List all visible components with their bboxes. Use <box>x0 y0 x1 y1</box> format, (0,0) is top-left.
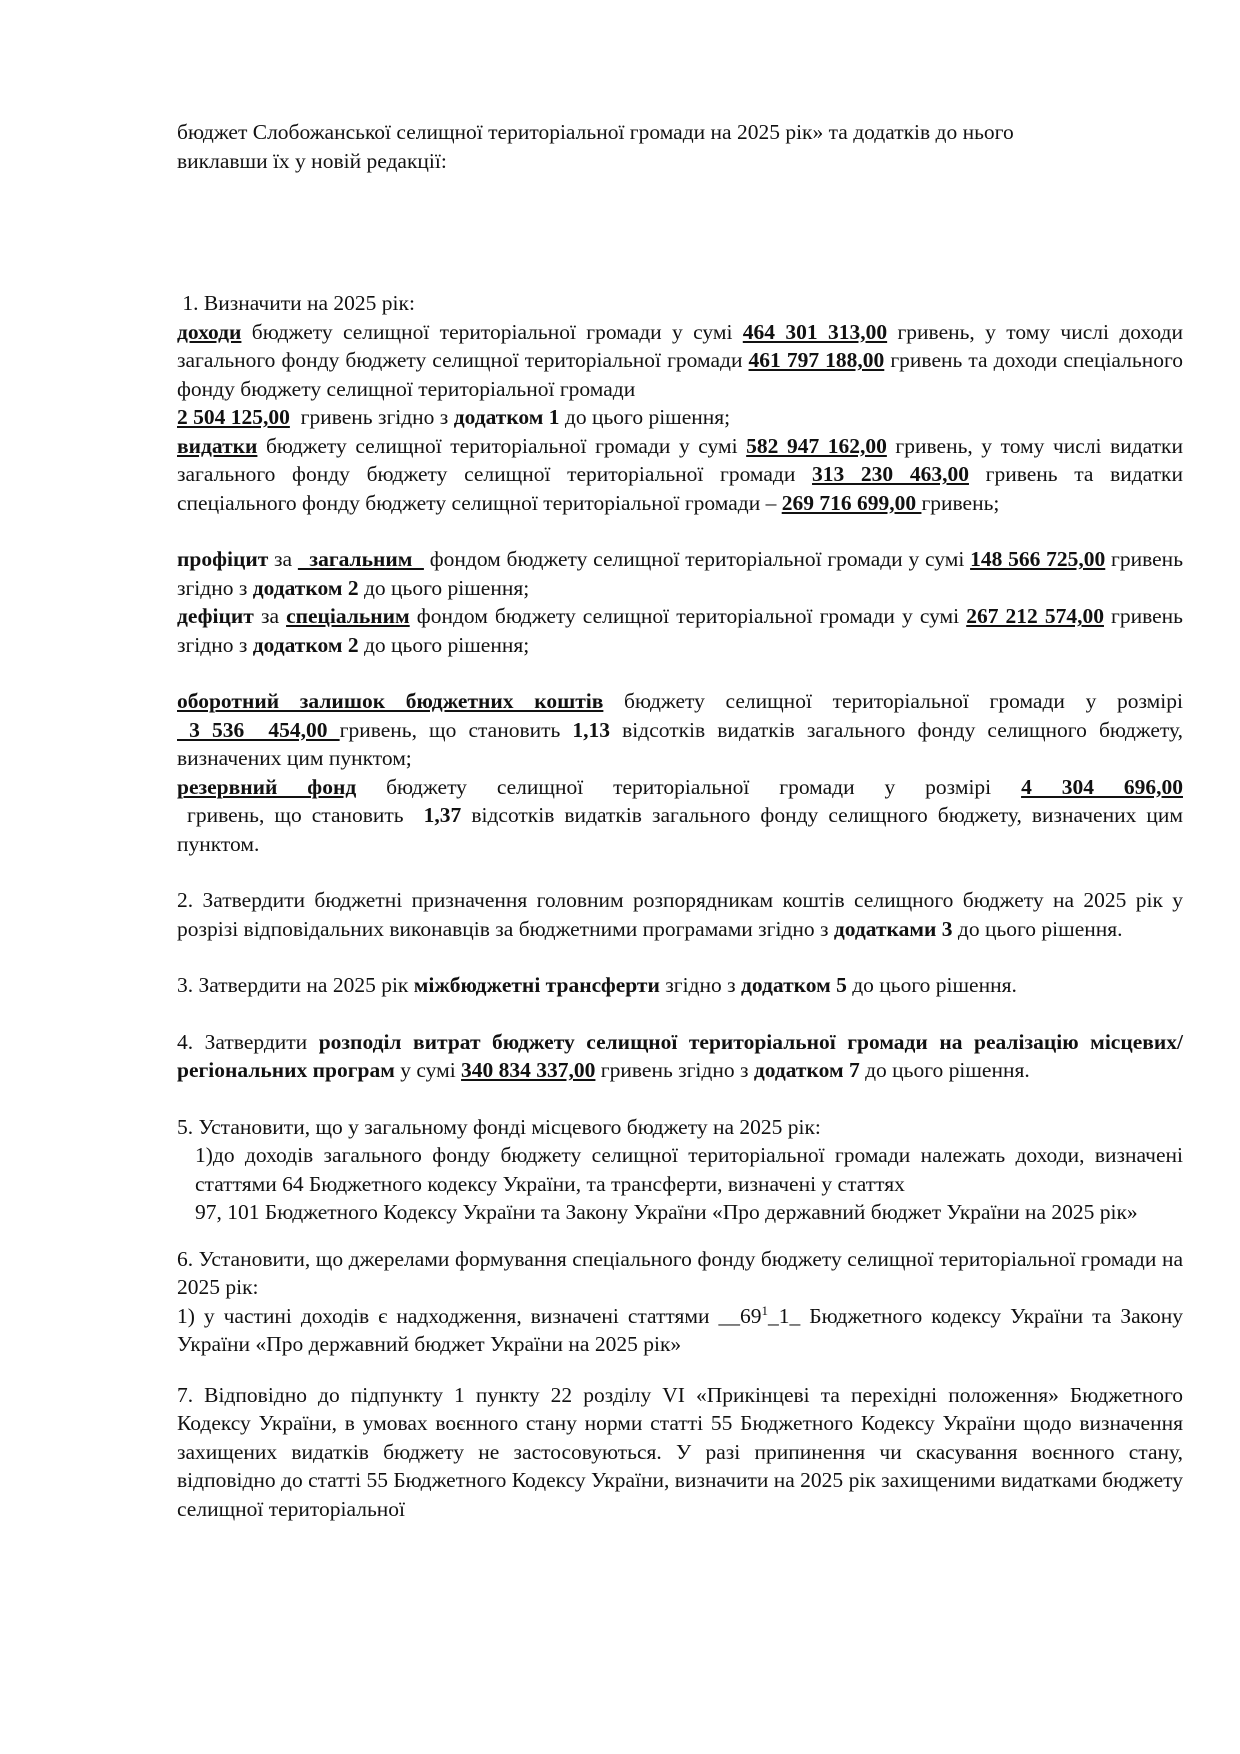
item-6-sub-1-text-1: 1) у частині доходів є надходження, визначені статтями <box>177 1303 719 1328</box>
surplus-annex: додатком 2 <box>252 575 359 600</box>
item-5-sub-1: 1)до доходів загального фонду бюджету селищної територіальної громади належать доходи, визначені статтями 64 Бюджетного кодексу України, та трансферти, визначені у статтях <box>195 1143 1183 1196</box>
intro-line-2: виклавши їх у новій редакції: <box>177 148 447 173</box>
item-6-sub-1 <box>177 1302 1183 1359</box>
balance-text-3: відсотків видатків загального фонду селищного бюджету, визначених цим пунктом; <box>177 717 1183 770</box>
balance-amount: 3 536 454,00 <box>177 717 340 742</box>
surplus-text-1: за <box>268 547 298 571</box>
item-4-annex: додатком 7 <box>753 1058 860 1082</box>
expenditure-text-4: гривень; <box>921 490 1000 515</box>
reserve-amount: 4 304 696,00 <box>1021 774 1183 799</box>
item-1-heading: 1. Визначити на 2025 рік: <box>177 291 415 315</box>
item-6-heading: 6. Установити, що джерелами формування спеціального фонду бюджету селищної територіальної громади на 2025 рік: <box>177 1246 1183 1299</box>
balance-label: оборотний залишок бюджетних коштів <box>177 689 604 713</box>
deficit-fund: спеціальним <box>286 604 410 628</box>
reserve-text-1: бюджету селищної територіальної громади у розмірі <box>356 774 1022 799</box>
item-4-bold: розподіл витрат бюджету селищної територіальної громади на реалізацію місцевих/регіональних програм <box>177 1029 1183 1082</box>
reserve-text-3: відсотків видатків загального фонду селищного бюджету, визначених цим пунктом. <box>177 803 1183 856</box>
item-2-paragraph <box>177 886 1183 943</box>
item-4-text-4: до цього рішення. <box>859 1058 1030 1082</box>
reserve-percent: 1,37 <box>423 803 462 827</box>
item-5-sub-2: 97, 101 Бюджетного Кодексу України та Закону України «Про державний бюджет України на 2025 рік» <box>195 1200 1138 1224</box>
income-text-3: гривень та доходи спеціального фонду бюджету селищної територіальної громади <box>177 348 1183 401</box>
income-general: 461 797 188,00 <box>748 348 885 372</box>
intro-paragraph <box>177 118 1183 175</box>
reserve-label: резервний фонд <box>177 774 357 799</box>
balance-text-1: бюджету селищної територіальної громади у розмірі <box>603 689 1183 713</box>
deficit-paragraph <box>177 602 1183 659</box>
surplus-label: профіцит <box>177 547 269 571</box>
item-3-bold: міжбюджетні трансферти <box>413 973 660 997</box>
income-label: доходи <box>177 319 242 344</box>
balance-text-2: гривень, що становить <box>339 717 573 742</box>
surplus-text-4: до цього рішення; <box>358 575 530 600</box>
income-text-4: гривень згідно з <box>289 405 454 429</box>
item-3-text-2: згідно з <box>659 973 741 997</box>
income-special: 2 504 125,00 <box>177 405 290 429</box>
item-3-text-1: 3. Затвердити на 2025 рік <box>177 973 414 997</box>
expenditure-special: 269 716 699,00 <box>781 490 922 515</box>
expenditure-text-2: гривень, у тому числі видатки загального фонду бюджету селищної територіальної громади <box>177 433 1184 486</box>
balance-paragraph <box>177 687 1183 773</box>
item-4-text-1: 4. Затвердити <box>177 1029 319 1054</box>
deficit-text-3: гривень згідно з <box>177 604 1183 657</box>
item-2-annex: додатками 3 <box>833 916 953 941</box>
income-text-2: гривень, у тому числі доходи загального фонду бюджету селищної територіальної громади <box>177 319 1183 372</box>
surplus-amount: 148 566 725,00 <box>970 547 1106 571</box>
expenditure-general: 313 230 463,00 <box>812 462 969 486</box>
item-4-text-3: гривень згідно з <box>595 1058 754 1082</box>
income-text-1: бюджету селищної територіальної громади у сумі <box>241 319 743 344</box>
income-paragraph <box>177 318 1183 432</box>
deficit-text-4: до цього рішення; <box>358 632 530 657</box>
balance-percent: 1,13 <box>572 717 611 742</box>
expenditure-label: видатки <box>177 433 258 458</box>
surplus-fund: загальним <box>297 547 424 571</box>
deficit-text-2: фондом бюджету селищної територіальної громади у сумі <box>409 604 967 628</box>
deficit-amount: 267 212 574,00 <box>966 604 1104 628</box>
surplus-paragraph <box>177 545 1183 602</box>
item-3-annex: додатком 5 <box>741 973 847 997</box>
item-6-article: __69 <box>718 1303 762 1328</box>
income-text-5: до цього рішення; <box>559 405 731 429</box>
item-2-text-1: 2. Затвердити бюджетні призначення головним розпорядникам коштів селищного бюджету на 2025 рік у розрізі відповідальних виконавців за бюджетними програмами згідно з <box>177 888 1183 941</box>
deficit-text-1: за <box>253 604 287 628</box>
item-4-amount: 340 834 337,00 <box>461 1058 596 1082</box>
deficit-label: дефіцит <box>177 604 254 628</box>
item-6-sub-1-text-2: Бюджетного кодексу України та Закону України «Про державний бюджет України на 2025 рік» <box>177 1303 1183 1356</box>
deficit-annex: додатком 2 <box>252 632 359 657</box>
intro-line-1: бюджет Слобожанської селищної територіальної громади на 2025 рік» та додатків до нього <box>177 120 1014 144</box>
item-3-text-3: до цього рішення. <box>846 973 1017 997</box>
expenditure-text-1: бюджету селищної територіальної громади у сумі <box>257 433 747 458</box>
surplus-text-3: гривень згідно з <box>177 547 1183 600</box>
item-2-text-2: до цього рішення. <box>952 916 1123 941</box>
item-3-paragraph <box>177 971 1183 1000</box>
expenditure-paragraph <box>177 432 1183 518</box>
income-annex: додатком 1 <box>453 405 560 429</box>
item-7-paragraph: 7. Відповідно до підпункту 1 пункту 22 розділу VI «Прикінцеві та перехідні положення» Бюджетного Кодексу України, в умовах воєнного стану норми статті 55 Бюджетного Кодексу України щодо визначення захищених видатків бюджету не застосовуються. У разі припинення чи скасування воєнного стану, відповідно до статті 55 Бюджетного Кодексу України, визначити на 2025 рік захищеними видатками бюджету селищної територіальної <box>177 1382 1183 1521</box>
document-page <box>177 118 1183 1523</box>
item-6-article-2: _1_ <box>768 1303 801 1328</box>
surplus-text-2: фондом бюджету селищної територіальної громади у сумі <box>423 547 971 571</box>
reserve-text-2: гривень, що становить <box>177 803 424 827</box>
expenditure-text-3: гривень та видатки спеціального фонду бюджету селищної територіальної громади – <box>177 462 1184 515</box>
expenditure-total: 582 947 162,00 <box>746 433 887 458</box>
item-5-heading: 5. Установити, що у загальному фонді місцевого бюджету на 2025 рік: <box>177 1114 821 1139</box>
item-4-text-2: у сумі <box>394 1058 462 1082</box>
income-total: 464 301 313,00 <box>742 319 888 344</box>
item-6-article-sup: 1 <box>761 1302 768 1318</box>
reserve-paragraph <box>177 773 1183 859</box>
item-4-paragraph <box>177 1028 1183 1085</box>
